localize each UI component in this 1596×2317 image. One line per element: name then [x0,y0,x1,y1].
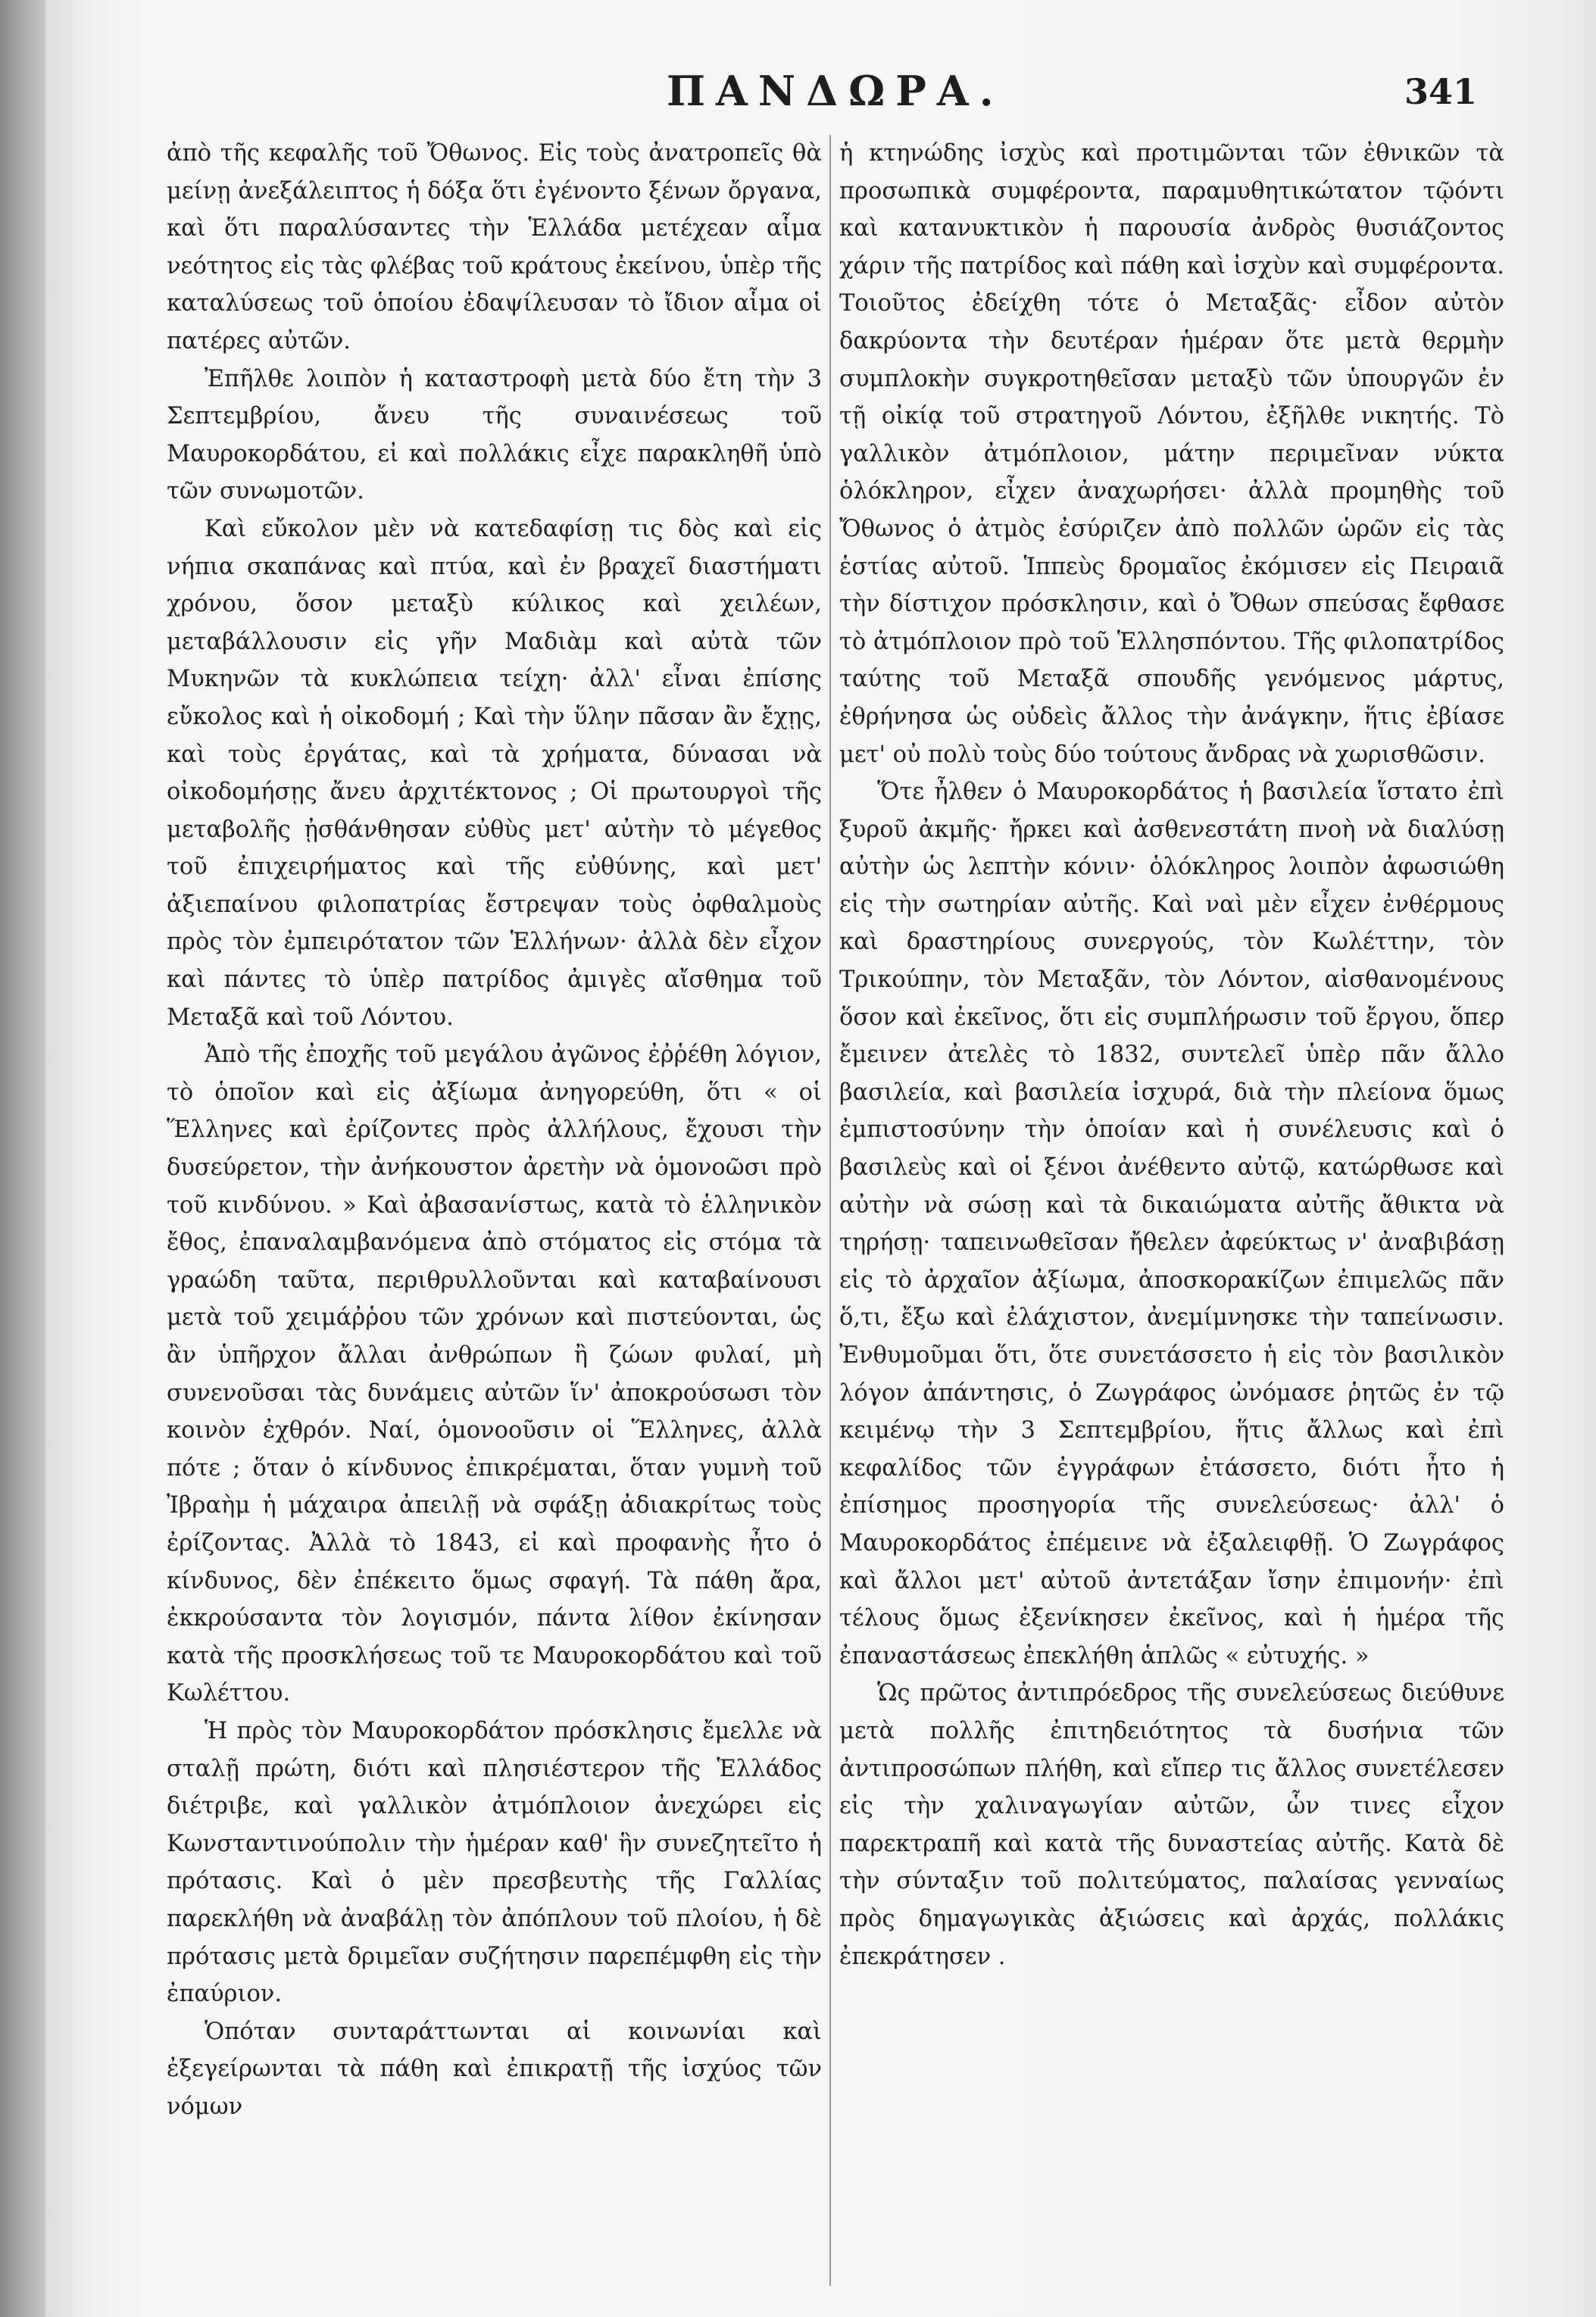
book-spine-shadow [0,0,45,2317]
right-column [839,135,1504,2301]
paragraph: Ἡ πρὸς τὸν Μαυροκορδάτον πρόσκλησις ἔμελλε νὰ σταλῇ πρώτη, διότι καὶ πλησιέστερον τῆς Ἑλλάδος διέτριβε, καὶ γαλλικὸν ἀτμόπλοιον ἀνεχώρει εἰς Κωνσταντινούπολιν τὴν ἡμέραν καθ' ἣν συνεζητεῖτο ἡ πρότασις. Καὶ ὁ μὲν πρεσβευτὴς τῆς Γαλλίας παρεκλήθη νὰ ἀναβάλῃ τὸν ἀπόπλουν τοῦ πλοίου, ἡ δὲ πρότασις μετὰ δριμεῖαν συζήτησιν παρεπέμφθη εἰς τὴν ἐπαύριον. [167,1717,822,2008]
paragraph: Καὶ εὔκολον μὲν νὰ κατεδαφίσῃ τις δὸς καὶ εἰς νήπια σκαπάνας καὶ πτύα, καὶ ἐν βραχεῖ διαστήματι χρόνου, ὅσον μεταξὺ κύλικος καὶ χειλέων, μεταβάλλουσιν εἰς γῆν Μαδιὰμ καὶ αὐτὰ τῶν Μυκηνῶν τὰ κυκλώπεια τείχη· ἀλλ' εἶναι ἐπίσης εὔκολος καὶ ἡ οἰκοδομή ; Καὶ τὴν ὕλην πᾶσαν ἂν ἔχῃς, καὶ τοὺς ἐργάτας, καὶ τὰ χρήματα, δύνασαι νὰ οἰκοδομήσῃς ἄνευ ἀρχιτέκτονος ; Οἱ πρωτουργοὶ τῆς μεταβολῆς ᾐσθάνθησαν εὐθὺς μετ' αὐτὴν τὸ μέγεθος τοῦ ἐπιχειρήματος καὶ τῆς εὐθύνης, καὶ μετ' ἀξιεπαίνου φιλοπατρίας ἔστρεψαν τοὺς ὀφθαλμοὺς πρὸς τὸν ἐμπειρότατον τῶν Ἑλλήνων· ἀλλὰ δὲν εἶχον καὶ πάντες τὸ ὑπὲρ πατρίδος ἀμιγὲς αἴσθημα τοῦ Μεταξᾶ καὶ τοῦ Λόντου. [167,515,822,1031]
paragraph: Ὅτε ἦλθεν ὁ Μαυροκορδάτος ἡ βασιλεία ἵστατο ἐπὶ ξυροῦ ἀκμῆς· ἤρκει καὶ ἀσθενεστάτη πνοὴ νὰ διαλύσῃ αὐτὴν ὡς λεπτὴν κόνιν· ὁλόκληρος λοιπὸν ἀφωσιώθη εἰς τὴν σωτηρίαν αὐτῆς. Καὶ ναὶ μὲν εἶχεν ἐνθέρμους καὶ δραστηρίους συνεργούς, τὸν Κωλέττην, τὸν Τρικούπην, τὸν Μεταξᾶν, τὸν Λόντον, αἰσθανομένους ὅσον καὶ ἐκεῖνος, ὅτι εἰς συμπλήρωσιν τοῦ ἔργου, ὅπερ ἔμεινεν ἀτελὲς τὸ 1832, συντελεῖ ὑπὲρ πᾶν ἄλλο βασιλεία, καὶ βασιλεία ἰσχυρά, διὰ τὴν πλείονα ὅμως ἐμπιστοσύνην τὴν ὁποίαν καὶ ἡ συνέλευσις καὶ ὁ βασιλεὺς καὶ οἱ ξένοι ἀνέθεντο αὐτῷ, κατώρθωσε καὶ αὐτὴν νὰ σώσῃ καὶ τὰ δικαιώματα αὐτῆς ἄθικτα νὰ τηρήσῃ· ταπεινωθεῖσαν ἤθελεν ἀφεύκτως ν' ἀναβιβάσῃ εἰς τὸ ἀρχαῖον ἀξίωμα, ἀποσκορακίζων ἐπιμελῶς πᾶν ὅ,τι, ἔξω καὶ ἐλάχιστον, ἀνεμίμνησκε τὴν ταπείνωσιν. Ἐνθυμοῦμαι ὅτι, ὅτε συνετάσσετο ἡ εἰς τὸν βασιλικὸν λόγον ἀπάντησις, ὁ Ζωγράφος ὠνόμασε ῥητῶς ἐν τῷ κειμένῳ τὴν 3 Σεπτεμβρίου, ἥτις ἄλλως καὶ ἐπὶ κεφαλίδος τῶν ἐγγράφων ἐτάσσετο, διότι ἦτο ἡ ἐπίσημος προσηγορία τῆς συνελεύσεως· ἀλλ' ὁ Μαυροκορδάτος ἐπέμεινε νὰ ἐξαλειφθῇ. Ὁ Ζωγράφος καὶ ἄλλοι μετ' αὐτοῦ ἀντετάξαν ἴσην ἐπιμονήν· ἐπὶ τέλους ὅμως ἐξενίκησεν ἐκεῖνος, καὶ ἡ ἡμέρα τῆς ἐπαναστάσεως ἐπεκλήθη ἁπλῶς « εὐτυχής. » [839,779,1504,1669]
left-column [167,135,822,2301]
running-head [0,67,1596,120]
paragraph: Ἐπῆλθε λοιπὸν ἡ καταστροφὴ μετὰ δύο ἔτη τὴν 3 Σεπτεμβρίου, ἄνευ τῆς συναινέσεως τοῦ Μαυροκορδάτου, εἰ καὶ πολλάκις εἶχε παρακληθῆ ὑπὸ τῶν συνωμοτῶν. [167,365,822,505]
paragraph: Ἀπὸ τῆς ἐποχῆς τοῦ μεγάλου ἀγῶνος ἐῤῥέθη λόγιον, τὸ ὁποῖον καὶ εἰς ἀξίωμα ἀνηγορεύθη, ὅτι « οἱ Ἕλληνες καὶ ἐρίζοντες πρὸς ἀλλήλους, ἔχουσι τὴν δυσεύρετον, τὴν ἀνήκουστον ἀρετὴν νὰ ὁμονοῶσι πρὸ τοῦ κινδύνου. » Καὶ ἀβασανίστως, κατὰ τὸ ἑλληνικὸν ἔθος, ἐπαναλαμβανόμενα ἀπὸ στόματος εἰς στόμα τὰ γραώδη ταῦτα, περιθρυλλοῦνται καὶ καταβαίνουσι μετὰ τοῦ χειμάῤῥου τῶν χρόνων καὶ πιστεύονται, ὡς ἂν ὑπῆρχον ἄλλαι ἀνθρώπων ἢ ζώων φυλαί, μὴ συνενοῦσαι τὰς δυνάμεις αὐτῶν ἵν' ἀποκρούσωσι τὸν κοινὸν ἐχθρόν. Ναί, ὁμονοοῦσιν οἱ Ἕλληνες, ἀλλὰ πότε ; ὅταν ὁ κίνδυνος ἐπικρέμαται, ὅταν γυμνὴ τοῦ Ἰβραὴμ ἡ μάχαιρα ἀπειλῇ νὰ σφάξῃ ἀδιακρίτως τοὺς ἐρίζοντας. Ἀλλὰ τὸ 1843, εἰ καὶ προφανὴς ἦτο ὁ κίνδυνος, δὲν ἐπέκειτο ὅμως σφαγή. Τὰ πάθη ἄρα, ἐκκρούσαντα τὸν λογισμόν, πάντα λίθον ἐκίνησαν κατὰ τῆς προσκλήσεως τοῦ τε Μαυροκορδάτου καὶ τοῦ Κωλέττου. [167,1041,822,1707]
paragraph: ἀπὸ τῆς κεφαλῆς τοῦ Ὄθωνος. Εἰς τοὺς ἀνατροπεῖς θὰ μείνῃ ἀνεξάλειπτος ἡ δόξα ὅτι ἐγένοντο ξένων ὄργανα, καὶ ὅτι παραλύσαντες τὴν Ἑλλάδα μετέχεαν αἷμα νεότητος εἰς τὰς φλέβας τοῦ κράτους ἐκείνου, ὑπὲρ τῆς καταλύσεως τοῦ ὁποίου ἐδαψίλευσαν τὸ ἴδιον αἷμα οἱ πατέρες αὐτῶν. [167,140,822,354]
journal-title: ΠΑΝΔΩΡΑ. [667,67,1004,115]
paragraph: Ὁπόταν συνταράττωνται αἱ κοινωνίαι καὶ ἐξεγείρωνται τὰ πάθη καὶ ἐπικρατῇ τῆς ἰσχύος τῶν νόμων [167,2018,822,2120]
column-divider [829,135,831,2286]
paragraph: Ὡς πρῶτος ἀντιπρόεδρος τῆς συνελεύσεως διεύθυνε μετὰ πολλῆς ἐπιτηδειότητος τὰ δυσήνια τῶν ἀντιπροσώπων πλήθη, καὶ εἴπερ τις ἄλλος συνετέλεσεν εἰς τὴν χαλιναγωγίαν αὐτῶν, ὧν τινες εἶχον παρεκτραπῆ καὶ κατὰ τῆς δυναστείας αὐτῆς. Κατὰ δὲ τὴν σύνταξιν τοῦ πολιτεύματος, παλαίσας γενναίως πρὸς δημαγωγικὰς ἀξιώσεις καὶ ἀρχάς, πολλάκις ἐπεκράτησεν . [839,1680,1504,1970]
paragraph: ἡ κτηνώδης ἰσχὺς καὶ προτιμῶνται τῶν ἐθνικῶν τὰ προσωπικὰ συμφέροντα, παραμυθητικώτατον τῷόντι καὶ κατανυκτικὸν ἡ παρουσία ἀνδρὸς θυσιάζοντος χάριν τῆς πατρίδος καὶ πάθη καὶ ἰσχὺν καὶ συμφέροντα. Τοιοῦτος ἐδείχθη τότε ὁ Μεταξᾶς· εἶδον αὐτὸν δακρύοντα τὴν δευτέραν ἡμέραν ὅτε μετὰ θερμὴν συμπλοκὴν συγκροτηθεῖσαν μεταξὺ τῶν ὑπουργῶν ἐν τῇ οἰκίᾳ τοῦ στρατηγοῦ Λόντου, ἐξῆλθε νικητής. Τὸ γαλλικὸν ἀτμόπλοιον, μάτην περιμεῖναν νύκτα ὁλόκληρον, εἶχεν ἀναχωρήσει· ἀλλὰ προμηθὴς τοῦ Ὄθωνος ὁ ἀτμὸς ἐσύριζεν ἀπὸ πολλῶν ὡρῶν εἰς τὰς ἑστίας αὐτοῦ. Ἱππεὺς δρομαῖος ἐκόμισεν εἰς Πειραιᾶ τὴν δίστιχον πρόσκλησιν, καὶ ὁ Ὄθων σπεύσας ἔφθασε τὸ ἀτμόπλοιον πρὸ τοῦ Ἑλλησπόντου. Τῆς φιλοπατρίδος ταύτης τοῦ Μεταξᾶ σπουδῆς γενόμενος μάρτυς, ἐθρήνησα ὡς οὐδεὶς ἄλλος τὴν ἀνάγκην, ἥτις ἐβίασε μετ' οὐ πολὺ τοὺς δύο τούτους ἄνδρας νὰ χωρισθῶσιν. [839,140,1504,768]
page-number: 341 [1404,71,1477,112]
